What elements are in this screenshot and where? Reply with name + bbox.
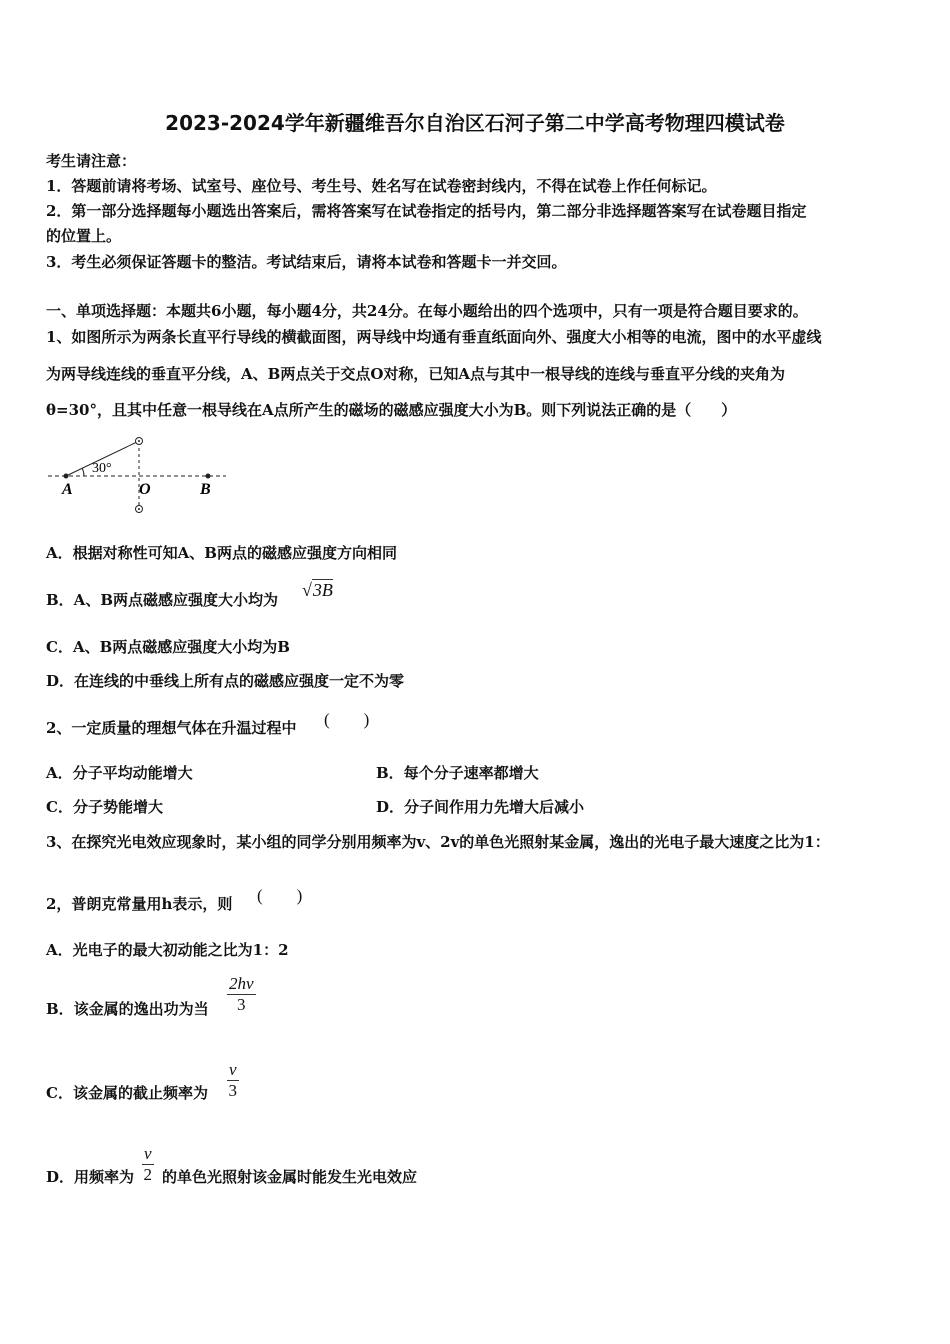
fraction-d	[142, 1144, 154, 1185]
q3-option-b: B．该金属的逸出功为当	[46, 1000, 209, 1018]
fraction-d-numerator: v	[144, 1144, 152, 1163]
sqrt-value: 3B	[312, 580, 333, 600]
q1-option-b: B．A、B两点磁感应强度大小均为	[46, 591, 278, 609]
label-a: A	[62, 481, 73, 498]
q1-stem-line: θ=30°，且其中任意一根导线在A点所产生的磁场的磁感应强度大小为B。则下列说法正确的是（ ）	[46, 401, 737, 419]
fraction-d-denominator: 2	[143, 1165, 153, 1184]
fraction-c-numerator: v	[229, 1060, 237, 1079]
q3-option-a: A．光电子的最大初动能之比为1：2	[46, 941, 289, 959]
notice-heading: 考生请注意：	[46, 152, 137, 170]
label-o: O	[139, 481, 151, 498]
q1-option-a: A．根据对称性可知A、B两点的磁感应强度方向相同	[46, 544, 397, 562]
point-b-dot	[206, 474, 211, 479]
q1-stem-line: 1、如图所示为两条长直平行导线的横截面图，两导线中均通有垂直纸面向外、强度大小相等的电流，图中的水平虚线	[46, 328, 822, 346]
q1-figure	[44, 432, 234, 518]
fraction-b-numerator: 2hv	[229, 974, 254, 993]
fraction-c-denominator: 3	[228, 1081, 238, 1100]
notice-item: 1．答题前请将考场、试室号、座位号、考生号、姓名写在试卷密封线内，不得在试卷上作任何标记。	[46, 177, 717, 195]
q2-option-b: B．每个分子速率都增大	[376, 764, 539, 782]
q1-option-c: C．A、B两点磁感应强度大小均为B	[46, 638, 290, 656]
section-heading: 一、单项选择题：本题共6小题，每小题4分，共24分。在每小题给出的四个选项中，只有一项是符合题目要求的。	[46, 302, 808, 320]
notice-item: 2．第一部分选择题每小题选出答案后，需将答案写在试卷指定的括号内，第二部分非选择题答案写在试卷题目指定	[46, 202, 807, 220]
q1-option-d: D．在连线的中垂线上所有点的磁感应强度一定不为零	[46, 672, 405, 690]
page-title: 2023-2024学年新疆维吾尔自治区石河子第二中学高考物理四模试卷	[165, 111, 785, 135]
q2-option-c: C．分子势能增大	[46, 798, 163, 816]
q2-option-a: A．分子平均动能增大	[46, 764, 193, 782]
q3-option-c: C．该金属的截止频率为	[46, 1084, 208, 1102]
q3-answer-paren: ( )	[257, 886, 303, 905]
q3-stem-line: 2，普朗克常量用h表示，则	[46, 895, 233, 913]
q3-option-d-suffix: 的单色光照射该金属时能发生光电效应	[162, 1168, 418, 1186]
label-b: B	[200, 481, 211, 498]
fraction-c	[227, 1060, 239, 1101]
q2-option-d: D．分子间作用力先增大后减小	[376, 798, 585, 816]
q1-stem-line: 为两导线连线的垂直平分线，A、B两点关于交点O对称，已知A点与其中一根导线的连线与垂直平分线的夹角为	[46, 365, 786, 383]
q3-stem-line: 3、在探究光电效应现象时，某小组的同学分别用频率为v、2v的单色光照射某金属，逸出的光电子最大速度之比为1：	[46, 833, 830, 851]
point-a-dot	[64, 474, 69, 479]
q2-answer-paren: ( )	[324, 710, 370, 729]
q3-option-d-prefix: D．用频率为	[46, 1168, 135, 1186]
notice-item: 的位置上。	[46, 227, 122, 245]
fraction-b-denominator: 3	[237, 995, 246, 1014]
sqrt-expression: √3B	[302, 580, 333, 600]
q2-stem: 2、一定质量的理想气体在升温过程中	[46, 719, 297, 737]
fraction-b	[227, 974, 256, 1015]
notice-item: 3．考生必须保证答题卡的整洁。考试结束后，请将本试卷和答题卡一并交回。	[46, 253, 567, 271]
angle-label: 30°	[92, 461, 112, 476]
